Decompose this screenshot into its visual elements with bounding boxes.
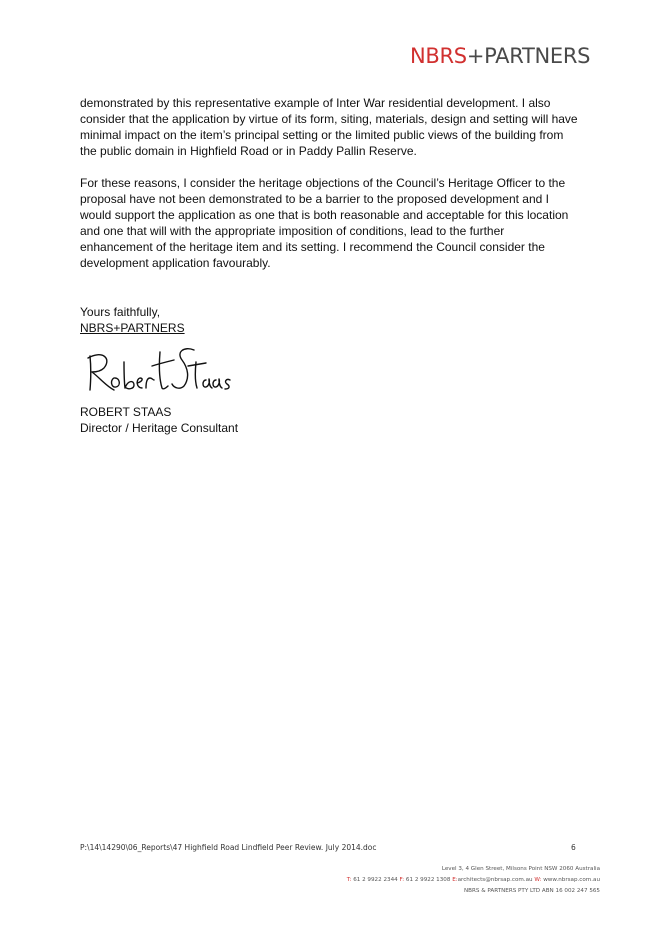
paragraph-text: demonstrated by this representative example of Inter War residential development. I also consider that the application by virtue of its form, siting, materials, design and setting will have minimal impact on the item’s principal setting or the limited public views of the building from the public domain in Highfield Road or in Paddy Pallin Reserve.: [80, 96, 578, 158]
footer-page-number: 6: [571, 843, 576, 852]
closing-company: NBRS+PARTNERS: [80, 321, 185, 335]
body-paragraph-2: [80, 175, 580, 271]
logo-suffix: +PARTNERS: [466, 44, 591, 68]
letter-closing: [80, 304, 185, 336]
footer-address: Level 3, 4 Glen Street, Milsons Point NSW 2060 Australia: [441, 866, 600, 872]
footer-address-block: [347, 864, 600, 897]
paragraph-text: For these reasons, I consider the heritage objections of the Council’s Heritage Officer to the proposal have not been demonstrated to be a barrier to the proposed development and I would support the application as one that is both reasonable and acceptable for this location and one that will with the appropriate imposition of conditions, lead to the further enhancement of the heritage item and its setting. I recommend the Council consider the development application favourably.: [80, 176, 569, 270]
web-label: W:: [534, 877, 542, 883]
logo-brand: NBRS: [410, 44, 467, 68]
body-paragraph-1: [80, 95, 580, 159]
salutation: Yours faithfully,: [80, 305, 161, 319]
signatory-block: [80, 404, 238, 436]
footer-contacts: [347, 875, 600, 886]
email-label: E:: [452, 877, 458, 883]
fax-number: 61 2 9922 1308: [405, 877, 451, 883]
footer-abn: NBRS & PARTNERS PTY LTD ABN 16 002 247 565: [464, 888, 600, 894]
fax-label: F:: [399, 877, 405, 883]
email-address: architects@nbrsap.com.au: [457, 877, 533, 883]
signatory-title: Director / Heritage Consultant: [80, 421, 239, 435]
handwritten-signature: [84, 338, 234, 398]
web-address: www.nbrsap.com.au: [543, 877, 600, 883]
phone-label: T:: [346, 877, 352, 883]
signatory-name: ROBERT STAAS: [80, 405, 172, 419]
company-logo: [410, 44, 590, 68]
phone-number: 61 2 9922 2344: [353, 877, 398, 883]
footer-file-path: P:\14\14290\06_Reports\47 Highfield Road Lindfield Peer Review. July 2014.doc: [80, 843, 377, 852]
